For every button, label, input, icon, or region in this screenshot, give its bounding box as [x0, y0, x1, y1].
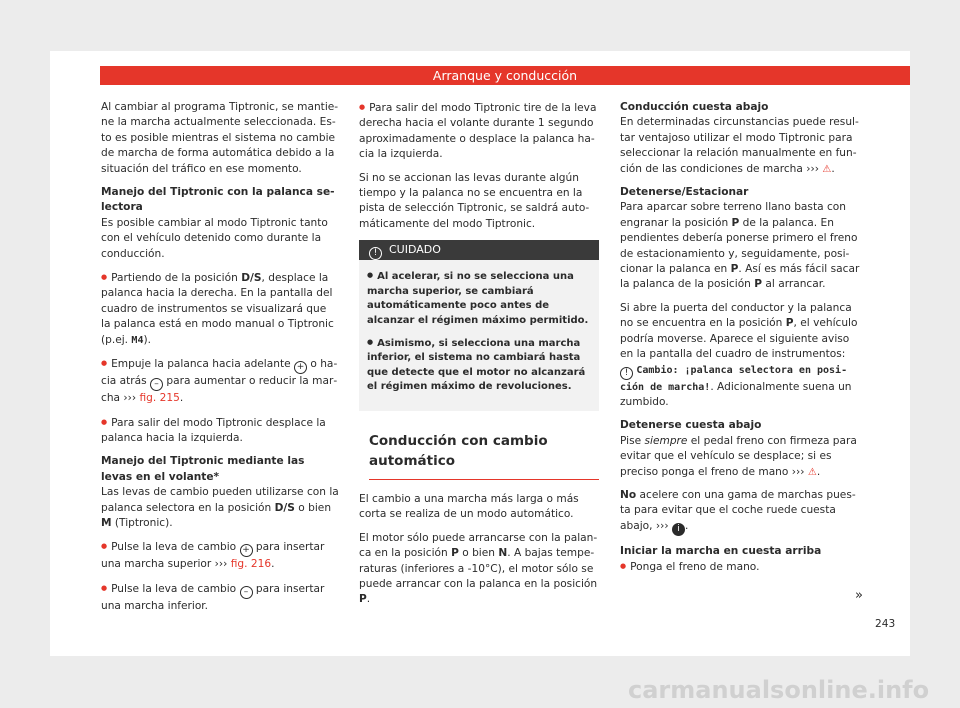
- bold-text: D/S: [274, 501, 295, 514]
- text: En determinadas circunstancias puede resultar ventajoso utilizar el modo Tiptronic para seleccionar la relación manualmente en función de las condiciones de marcha ›››: [620, 116, 859, 175]
- text: Las levas de cambio pueden utilizarse con la palanca selectora en la posición: [101, 486, 339, 514]
- paragraph: [359, 531, 599, 608]
- paragraph: En determinadas circunstancias puede resultar ventajoso utilizar el modo Tiptronic para seleccionar la relación manualmente en función de las condiciones de marcha ››› ⚠.: [620, 116, 859, 175]
- bullet-item: ● Ponga el freno de mano.: [620, 559, 860, 575]
- paragraph: El cambio a una marcha más larga o más corta se realiza de un modo automático.: [359, 493, 579, 521]
- warning-icon[interactable]: ⚠: [822, 163, 832, 175]
- alert-icon: !: [369, 247, 382, 260]
- subheading: Detenerse cuesta abajo: [620, 419, 762, 432]
- text: , desplace la palanca hacia la derecha. En la pantalla del cuadro de instrumentos se visualizará que la palanca está en modo manual o Tiptronic (p.ej.: [101, 272, 334, 346]
- text: .: [366, 593, 371, 606]
- minus-icon: –: [240, 586, 253, 599]
- header-left: [50, 66, 100, 85]
- bold-text: N: [498, 547, 508, 560]
- subheading: Manejo del Tiptronic mediante las levas en el volante*: [101, 455, 305, 483]
- chapter-title: Arranque y conducción: [100, 66, 910, 85]
- paragraph: [620, 200, 860, 292]
- bullet-item: ● Empuje la palanca hacia adelante + o hacia atrás – para aumentar o reducir la marcha ››› fig. 215.: [101, 356, 339, 406]
- caution-title: CUIDADO: [389, 243, 441, 257]
- text: o bien: [458, 547, 499, 560]
- paragraph: [101, 485, 339, 531]
- column-middle: [359, 100, 599, 616]
- alarm-icon: !: [620, 367, 633, 380]
- paragraph: No acelere con una gama de marchas puesta para evitar que el coche ruede cuesta abajo, ››› i .: [620, 488, 856, 534]
- bold-text: P: [359, 593, 367, 606]
- caution-body: [359, 260, 599, 411]
- paragraph: Si no se accionan las levas durante algún tiempo y la palanca no se encuentra en la pista de selección Tiptronic, se saldrá automáticamente del modo Tiptronic.: [359, 171, 590, 230]
- text: Partiendo de la posición: [111, 272, 242, 285]
- text: ).: [143, 333, 151, 346]
- text: Para aparcar sobre terreno llano basta con engranar la posición: [620, 201, 846, 229]
- text: al arrancar.: [762, 278, 826, 291]
- bold-text: P: [731, 216, 740, 229]
- text: . A bajas temperaturas (inferiores a -10°C), el motor sólo se puede arrancar con la palanca en la posición: [359, 547, 598, 591]
- text: para insertar una marcha superior: [101, 541, 325, 571]
- bold-text: D/S: [241, 272, 262, 285]
- text: para insertar una marcha inferior.: [101, 582, 325, 612]
- page-number: 243: [875, 618, 896, 630]
- bold-text: P: [730, 263, 739, 276]
- bullet-item: [101, 270, 339, 348]
- bold-text: P: [451, 547, 459, 560]
- info-icon[interactable]: i: [672, 523, 685, 536]
- text: Si abre la puerta del conductor y la palanca no se encuentra en la posición: [620, 301, 852, 330]
- figure-link[interactable]: fig. 216: [230, 558, 272, 571]
- text: . Así es más fácil sacar la palanca de la posición: [620, 263, 860, 291]
- bold-text: M: [101, 516, 112, 529]
- text: Pise: [620, 434, 645, 447]
- plus-icon: +: [294, 361, 307, 374]
- warning-icon[interactable]: ⚠: [807, 466, 817, 478]
- subheading: Detenerse/Estacionar: [620, 186, 749, 199]
- bullet-item: ● Para salir del modo Tiptronic desplace la palanca hacia la izquierda.: [101, 415, 339, 447]
- text: para aumentar o reducir la marcha: [101, 375, 338, 405]
- watermark-logo: carmanualsonline.info: [628, 676, 930, 704]
- plus-icon: +: [240, 544, 253, 557]
- text: de la palanca. En pendientes debería ponerse primero el freno de estacionamiento y, seguidamente, posicionar la palanca en: [620, 216, 858, 276]
- caution-header: [359, 240, 599, 260]
- text: el pedal freno con firmeza para evitar que el vehículo se desplace; si es preciso ponga el freno de mano ›››: [620, 434, 857, 478]
- paragraph: Al cambiar al programa Tiptronic, se mantiene la marcha actualmente seleccionada. Esto es posible mientras el sistema no cambie de marcha de forma automática debido a la situación del tráfico en ese momento.: [101, 101, 339, 175]
- caution-box: [359, 240, 599, 411]
- text: . Adicionalmente suena un zumbido.: [620, 380, 852, 408]
- ref-arrow: ›››: [123, 392, 137, 405]
- paragraph: Pise siempre el pedal freno con firmeza para evitar que el vehículo se desplace; si es preciso ponga el freno de mano ››› ⚠.: [620, 434, 857, 478]
- bullet-item: ● Asimismo, si selecciona una marcha inferior, el sistema no cambiará hasta que detecte que el motor no alcanzará el régimen máximo de revoluciones.: [367, 335, 591, 395]
- section-title: Conducción con cambio automático: [369, 431, 599, 480]
- bold-text: P: [754, 278, 763, 291]
- column-right: [620, 100, 860, 584]
- header-bar: [50, 66, 910, 85]
- ref-arrow: ›››: [214, 558, 228, 571]
- column-left: [101, 100, 339, 622]
- bold-text: P: [785, 317, 794, 330]
- text: Pulse la leva de cambio: [111, 541, 240, 554]
- bullet-item: ● Pulse la leva de cambio + para insertar una marcha superior ››› fig. 216.: [101, 539, 339, 572]
- subheading: Conducción cuesta abajo: [620, 101, 769, 113]
- paragraph: Es posible cambiar al modo Tiptronic tanto con el vehículo detenido como durante la conducción.: [101, 216, 328, 260]
- text: acelere con una gama de marchas puesta para evitar que el coche ruede cuesta abajo, ›››: [620, 488, 856, 532]
- text: El motor sólo puede arrancarse con la palanca en la posición: [359, 531, 598, 560]
- display-code: M4: [131, 334, 144, 346]
- text: Pulse la leva de cambio: [111, 582, 240, 595]
- text: (Tiptronic).: [111, 516, 173, 529]
- text: Empuje la palanca hacia adelante: [111, 358, 294, 371]
- bullet-item: ● Para salir del modo Tiptronic tire de la leva derecha hacia el volante durante 1 segundo aproximadamente o desplace la palanca hacia la izquierda.: [359, 100, 599, 163]
- bold-text: No: [620, 488, 637, 501]
- display-message: Cambio: ¡palanca selectora en posición de marcha!: [620, 364, 848, 393]
- text: o bien: [294, 501, 332, 514]
- paragraph: [620, 301, 860, 410]
- continue-mark: »: [855, 588, 863, 603]
- italic-text: siempre: [644, 434, 688, 447]
- subheading: Iniciar la marcha en cuesta arriba: [620, 544, 822, 557]
- subheading: Manejo del Tiptronic con la palanca selectora: [101, 186, 335, 214]
- text: o hacia atrás: [101, 358, 338, 388]
- figure-link[interactable]: fig. 215: [139, 392, 180, 405]
- text: , el vehículo podría moverse. Aparece el siguiente aviso en la pantalla del cuadro de instrumentos:: [620, 317, 858, 361]
- bullet-item: ● Al acelerar, si no se selecciona una marcha superior, se cambiará automáticamente poco antes de alcanzar el régimen máximo permitido.: [367, 268, 591, 328]
- bullet-item: [101, 581, 339, 614]
- minus-icon: –: [150, 378, 163, 391]
